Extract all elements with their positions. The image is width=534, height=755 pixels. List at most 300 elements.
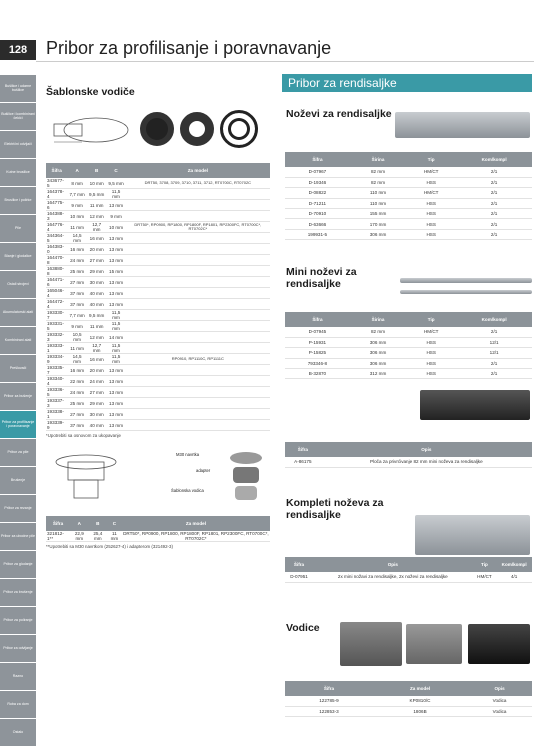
column-header: Za model — [122, 516, 270, 531]
table-cell: P-15825 — [285, 348, 350, 358]
table-row — [285, 369, 532, 379]
table-row — [285, 209, 532, 219]
table-cell: 13 mm — [106, 244, 125, 255]
table-cell: HSS — [406, 358, 456, 368]
table-row — [46, 277, 270, 288]
nut-photo — [230, 452, 262, 464]
table-cell: D-19346 — [285, 177, 350, 187]
table-cell: P-15931 — [285, 337, 350, 347]
table-cell: 10 mm — [67, 211, 87, 222]
table-cell: 24 mm — [87, 376, 107, 387]
label-vodica: Šablonska vodica — [171, 488, 204, 493]
table-cell: HSS — [406, 177, 456, 187]
column-header: B — [89, 516, 108, 531]
table-cell: 25 mm — [67, 398, 87, 409]
table-cell: 16 mm — [67, 244, 87, 255]
table-cell: 13 mm — [106, 365, 125, 376]
guide-photo-1 — [340, 622, 402, 666]
table-row — [46, 233, 270, 244]
table-cell — [126, 211, 270, 222]
table-cell — [126, 321, 270, 332]
table-cell: 199931-5 — [285, 229, 350, 239]
table-cell: 11,5 mm — [106, 343, 125, 354]
sidebar-tab[interactable]: Brušenje — [0, 467, 36, 494]
column-header: Kom/kompl — [456, 312, 532, 327]
table-cell: 193337-3 — [46, 398, 67, 409]
table-cell: HSS — [406, 209, 456, 219]
table-row — [285, 198, 532, 208]
column-header: Opis — [467, 681, 532, 696]
table-row — [46, 266, 270, 277]
table-cell: 164388-3 — [46, 211, 67, 222]
left-column — [46, 86, 272, 98]
adapter-photos — [226, 452, 266, 506]
table-row — [46, 420, 270, 431]
table-cell: 193338-1 — [46, 409, 67, 420]
table-cell: 40 mm — [87, 420, 107, 431]
table-cell: 2x mini nožavi za rendisaljke, 2x noževi za rendisaljke — [313, 572, 473, 582]
table-cell: HM/CT — [406, 327, 456, 337]
table-cell: 122785-9 — [285, 696, 373, 706]
table-cell: 11,5 mm — [106, 321, 125, 332]
table-cell: B-32870 — [285, 369, 350, 379]
column-header: Šifra — [285, 681, 373, 696]
table-cell: HSS — [406, 369, 456, 379]
table-cell: 193331-5 — [46, 321, 67, 332]
table-cell: HSS — [406, 229, 456, 239]
table-cell: 165046-4 — [46, 288, 67, 299]
table-cell: 2/1 — [456, 188, 532, 198]
table-row — [285, 572, 532, 582]
column-header: Kom/kompl — [496, 557, 532, 572]
table-cell: 2/1 — [456, 167, 532, 177]
table-row — [46, 409, 270, 420]
sidebar — [0, 75, 36, 747]
page-title: Pribor za profilisanje i poravnavanje — [46, 38, 332, 58]
table-cell: 9,5 mm — [106, 178, 125, 189]
table-cell: 164378-4 — [46, 189, 67, 200]
table-cell: 170 mm — [350, 219, 406, 229]
table-row — [46, 200, 270, 211]
table-row — [46, 376, 270, 387]
table-row — [46, 178, 270, 189]
guide-photo-3 — [468, 624, 530, 664]
table-cell: 14,5 mm — [67, 233, 87, 244]
template-guide-photo — [140, 112, 174, 146]
table-row — [285, 348, 532, 358]
table-cell: 13 mm — [106, 409, 125, 420]
table-cell: 164776-4 — [46, 222, 67, 233]
table-cell: 193334-9 — [46, 354, 67, 365]
table-cell: 27 mm — [87, 255, 107, 266]
table-row — [46, 398, 270, 409]
table-row — [285, 188, 532, 198]
table-cell — [126, 409, 270, 420]
sidebar-tab[interactable]: Kutne brusilice — [0, 159, 36, 186]
table-cell: 163880-8 — [46, 266, 67, 277]
table-cell — [126, 233, 270, 244]
table-header-row — [46, 516, 270, 531]
table-cell: 343677-5 — [46, 178, 67, 189]
sidebar-tab[interactable]: Bušilice i kombinirani čekići — [0, 103, 36, 130]
table-cell: 13 mm — [106, 255, 125, 266]
table-row — [46, 332, 270, 343]
table-cell: 9,5 mm — [87, 310, 107, 321]
table-cell: 2/1 — [456, 198, 532, 208]
guides-table — [285, 681, 532, 717]
column-header: Šifra — [46, 163, 67, 178]
template-guide-diagram — [46, 108, 136, 150]
sidebar-tab[interactable]: Ostalo — [0, 719, 36, 746]
table-cell: 10 mm — [106, 222, 125, 233]
mini-blades-table — [285, 312, 532, 379]
table-cell: 11,5 mm — [106, 189, 125, 200]
mini-blades-table-wrap — [285, 312, 532, 379]
table-cell: 2/1 — [456, 219, 532, 229]
table-cell — [126, 420, 270, 431]
table-cell: 40 mm — [87, 288, 107, 299]
table-cell — [126, 200, 270, 211]
sidebar-tab[interactable]: Kombinirani alati — [0, 327, 36, 354]
column-header: Širina — [350, 152, 406, 167]
table-cell: 164470-8 — [46, 255, 67, 266]
column-header: Tip — [406, 312, 456, 327]
table-cell: 13 mm — [106, 288, 125, 299]
sidebar-tab[interactable]: Blanje i glodalice — [0, 243, 36, 270]
table-cell: 164471-6 — [46, 277, 67, 288]
table-cell: 193339-9 — [46, 420, 67, 431]
table-cell: 306 mm — [350, 229, 406, 239]
table-row — [285, 219, 532, 229]
table-header-row — [285, 442, 532, 457]
table-cell: RP0910, RP1110C, RP1111C — [126, 354, 270, 365]
planer-blades-photo — [395, 112, 530, 138]
table-cell — [126, 266, 270, 277]
column-header: A — [70, 516, 89, 531]
column-header: Šifra — [285, 312, 350, 327]
table-cell: 7,7 mm — [67, 189, 87, 200]
table-header-row — [285, 312, 532, 327]
table-cell: 164472-4 — [46, 299, 67, 310]
table-cell: 11 mm — [67, 222, 87, 233]
sidebar-tab[interactable]: Pribor za poliranje — [0, 607, 36, 634]
template-guide-photo — [220, 110, 258, 148]
column-header: Tip — [473, 557, 497, 572]
table-cell: 9 mm — [67, 200, 87, 211]
sidebar-tab[interactable]: Pribor za brušenje — [0, 579, 36, 606]
table-cell: 13 mm — [106, 299, 125, 310]
table-footnote: **Upotrebiti sa M30 navrtkom (252627-4) i adapterom (321492-3) — [46, 544, 173, 549]
table-row — [285, 167, 532, 177]
mini-blades-photo — [400, 278, 532, 283]
sidebar-tab[interactable]: Bušilice i udarne bušilice — [0, 75, 36, 102]
column-header: Širina — [350, 312, 406, 327]
table-header-row — [46, 163, 270, 178]
table-row — [285, 358, 532, 368]
column-header: C — [106, 163, 125, 178]
table-cell: HSS — [406, 348, 456, 358]
table-cell: 10,5 mm — [67, 332, 87, 343]
title-divider — [36, 61, 534, 62]
table-cell: KP0810/C — [373, 696, 467, 706]
sidebar-tab[interactable]: Pribor za rezanje — [0, 495, 36, 522]
table-cell: 13 mm — [106, 233, 125, 244]
table-header-row — [285, 152, 532, 167]
table-cell — [126, 398, 270, 409]
table-cell: HSS — [406, 337, 456, 347]
column-header: Šifra — [285, 557, 313, 572]
table-cell: D-07951 — [285, 572, 313, 582]
table-cell: DRT50*, RP0900, RP1800, RP1800F, RP1801, RP2300FC, RT0700C*, RT0702C* — [123, 531, 269, 541]
table-cell: 12,7 mm — [87, 343, 107, 354]
table-cell: 13 mm — [106, 277, 125, 288]
table-cell: 11 mm — [107, 531, 122, 542]
table-cell: D-08822 — [285, 188, 350, 198]
column-header: Kom/kompl — [456, 152, 532, 167]
template-guides-table-wrap — [46, 163, 270, 438]
table-cell: 110 mm — [350, 198, 406, 208]
table-row — [285, 327, 532, 337]
table-cell: 12/1 — [456, 337, 532, 347]
sidebar-tab[interactable]: Pribor za ubodne pile — [0, 523, 36, 550]
table-cell: 16 mm — [87, 354, 107, 365]
blade-set-photo — [415, 515, 530, 555]
table-cell: 27 mm — [67, 277, 87, 288]
table-cell: 306 mm — [350, 348, 406, 358]
table-header-row — [285, 557, 532, 572]
table-cell: 110 mm — [350, 188, 406, 198]
table-row — [46, 387, 270, 398]
table-cell: HM/CT — [473, 572, 497, 582]
table-cell: 20 mm — [87, 365, 107, 376]
table-cell: 16 mm — [67, 365, 87, 376]
table-cell: 27 mm — [87, 387, 107, 398]
template-guides-table — [46, 163, 270, 431]
template-guide-drawing — [46, 108, 136, 150]
table-row — [46, 531, 270, 542]
label-m30: M30 navrtka — [176, 452, 200, 457]
table-row — [46, 222, 270, 233]
table-cell: 24 mm — [67, 387, 87, 398]
table-row — [46, 365, 270, 376]
table-row — [46, 321, 270, 332]
table-cell: 24 mm — [67, 255, 87, 266]
section-heading-nozevi: Noževi za rendisaljke — [286, 108, 392, 120]
table-cell — [126, 189, 270, 200]
table-cell: 13 mm — [106, 387, 125, 398]
table-cell: 29 mm — [87, 398, 107, 409]
table-cell: 13 mm — [106, 398, 125, 409]
table-cell: 27 mm — [67, 409, 87, 420]
table-cell: 193336-5 — [46, 387, 67, 398]
table-cell: 193330-7 — [46, 310, 67, 321]
section-heading-mini: Mini noževi za rendisaljke — [286, 266, 357, 290]
table-row — [46, 354, 270, 365]
table-cell: 164775-6 — [46, 200, 67, 211]
table-cell: 22 mm — [67, 376, 87, 387]
table-cell: DRT50, 3708, 3709, 3710, 3711, 3712, RT0700C, RT0702C — [126, 178, 270, 189]
table-cell: 14,5 mm — [67, 354, 87, 365]
guide-photo-2 — [406, 624, 462, 664]
table-row — [285, 337, 532, 347]
table-cell: 29 mm — [87, 266, 107, 277]
table-row — [46, 189, 270, 200]
table-row — [46, 310, 270, 321]
plate-table — [285, 442, 532, 468]
table-row — [285, 696, 532, 706]
column-header: Šifra — [285, 442, 321, 457]
table-row — [285, 706, 532, 716]
table-cell: 11,5 mm — [106, 310, 125, 321]
table-cell: 13 mm — [106, 200, 125, 211]
table-cell: DRT50*, RP0900, RP1800, RP1800F, RP1801, RP2300FC, RT0700C*, RT0702C* — [126, 222, 270, 233]
table-cell: D-07967 — [285, 167, 350, 177]
table-cell: 14 mm — [106, 332, 125, 343]
table-cell — [126, 343, 270, 354]
table-cell: 30 mm — [87, 277, 107, 288]
clamp-plate-photo — [420, 390, 530, 420]
table-cell: 321812-1** — [46, 531, 70, 542]
table-cell: 13 mm — [106, 376, 125, 387]
table-row — [46, 244, 270, 255]
column-header: Za model — [126, 163, 270, 178]
table-cell: D-71211 — [285, 198, 350, 208]
mini-blades-photo — [400, 290, 532, 294]
sidebar-tab[interactable]: Pile — [0, 215, 36, 242]
table-cell: 16 mm — [87, 233, 107, 244]
section-banner: Pribor za rendisaljke — [282, 74, 532, 92]
column-header: Opis — [313, 557, 473, 572]
page-number: 128 — [0, 40, 36, 60]
table-cell: 7,7 mm — [67, 310, 87, 321]
table-cell: 30 mm — [87, 409, 107, 420]
table-cell: 2/1 — [456, 177, 532, 187]
table-row — [285, 177, 532, 187]
table-cell: 306 mm — [350, 337, 406, 347]
section-heading-kompleti: Kompleti noževa za rendisaljke — [286, 497, 384, 521]
table-cell: 11 mm — [87, 200, 107, 211]
table-cell: 155 mm — [350, 209, 406, 219]
sidebar-tab[interactable]: Pribor za pile — [0, 439, 36, 466]
table-cell — [126, 387, 270, 398]
table-cell: 164383-0 — [46, 244, 67, 255]
adapter-table — [46, 516, 270, 542]
table-cell: 4/1 — [496, 572, 532, 582]
sidebar-tab[interactable]: Pribor za bušenje — [0, 383, 36, 410]
table-row — [285, 457, 532, 467]
table-cell: 15 mm — [106, 266, 125, 277]
sidebar-tab[interactable]: Razno — [0, 663, 36, 690]
table-cell: D-07945 — [285, 327, 350, 337]
table-cell: 11,5 mm — [106, 354, 125, 365]
blades-table-wrap — [285, 152, 532, 240]
adapter-drawing — [46, 450, 136, 508]
column-header: C — [107, 516, 122, 531]
sidebar-tab[interactable]: Pribor za odvijanje — [0, 635, 36, 662]
table-cell: HSS — [406, 198, 456, 208]
table-cell: 2/1 — [456, 229, 532, 239]
blades-table — [285, 152, 532, 240]
guides-table-wrap — [285, 681, 532, 717]
table-cell: 193335-7 — [46, 365, 67, 376]
table-cell: 1806B — [373, 706, 467, 716]
table-cell: 306 mm — [350, 358, 406, 368]
sets-table-wrap — [285, 557, 532, 583]
table-cell: 344364-5 — [46, 233, 67, 244]
table-cell: 20 mm — [87, 244, 107, 255]
table-cell — [126, 288, 270, 299]
table-cell: 193340-4 — [46, 376, 67, 387]
column-header: A — [67, 163, 87, 178]
table-cell: D-70910 — [285, 209, 350, 219]
table-cell: 12/1 — [456, 348, 532, 358]
table-row — [46, 288, 270, 299]
sidebar-tab[interactable]: Prešlovači — [0, 355, 36, 382]
table-cell: 40 mm — [87, 299, 107, 310]
table-cell — [126, 299, 270, 310]
column-header: Tip — [406, 152, 456, 167]
table-cell: Ploča za privrćivanje 82 mm mini noževa za rendisaljke — [321, 457, 532, 467]
table-cell: Vodica — [467, 706, 532, 716]
table-cell: 37 mm — [67, 288, 87, 299]
table-cell: 82 mm — [350, 167, 406, 177]
table-cell: 12 mm — [87, 211, 107, 222]
sidebar-tab[interactable]: Akumulatorski alati — [0, 299, 36, 326]
template-guide-photos — [140, 108, 270, 150]
section-heading-sablonske: Šablonske vodiče — [46, 86, 135, 98]
table-cell: HM/CT — [406, 167, 456, 177]
table-cell — [126, 244, 270, 255]
table-cell: 9 mm — [106, 211, 125, 222]
label-adapter: adapter — [196, 468, 211, 473]
sidebar-tab[interactable]: Ostali strojevi — [0, 271, 36, 298]
table-cell: 193333-1 — [46, 343, 67, 354]
table-footnote: *Upotrebiti sa osnovom za ukopavanje — [46, 433, 121, 438]
table-cell: 22,9 mm — [70, 531, 89, 542]
template-guide-photo — [180, 112, 214, 146]
adapter-photo — [233, 467, 259, 483]
table-cell: HSS — [406, 219, 456, 229]
sidebar-tab[interactable]: Brusilice i polirke — [0, 187, 36, 214]
table-cell: 13 mm — [106, 420, 125, 431]
table-cell — [126, 310, 270, 321]
table-cell: 11 mm — [87, 321, 107, 332]
sidebar-tab[interactable]: Pribor za glodanje — [0, 551, 36, 578]
table-cell: 82 mm — [350, 327, 406, 337]
table-cell: D-63666 — [285, 219, 350, 229]
column-header: Opis — [321, 442, 532, 457]
table-cell: 793346-8 — [285, 358, 350, 368]
table-row — [46, 211, 270, 222]
guide-photo — [235, 486, 257, 500]
sidebar-tab[interactable]: Roba za dom — [0, 691, 36, 718]
table-cell: 12,7 mm — [87, 222, 107, 233]
table-cell: 12 mm — [87, 332, 107, 343]
table-cell: 37 mm — [67, 420, 87, 431]
table-row — [285, 229, 532, 239]
sidebar-tab[interactable]: Električni odvijači — [0, 131, 36, 158]
table-cell: 2/1 — [456, 327, 532, 337]
table-cell: 25,4 mm — [89, 531, 108, 542]
column-header: Šifra — [46, 516, 70, 531]
column-header: B — [87, 163, 107, 178]
sidebar-tab[interactable]: Pribor za profilisanje i poravnavanje — [0, 411, 36, 438]
table-cell — [126, 277, 270, 288]
table-row — [46, 255, 270, 266]
table-cell: 8 mm — [67, 178, 87, 189]
section-heading-vodice: Vodice — [286, 622, 320, 634]
table-cell: 2/1 — [456, 369, 532, 379]
